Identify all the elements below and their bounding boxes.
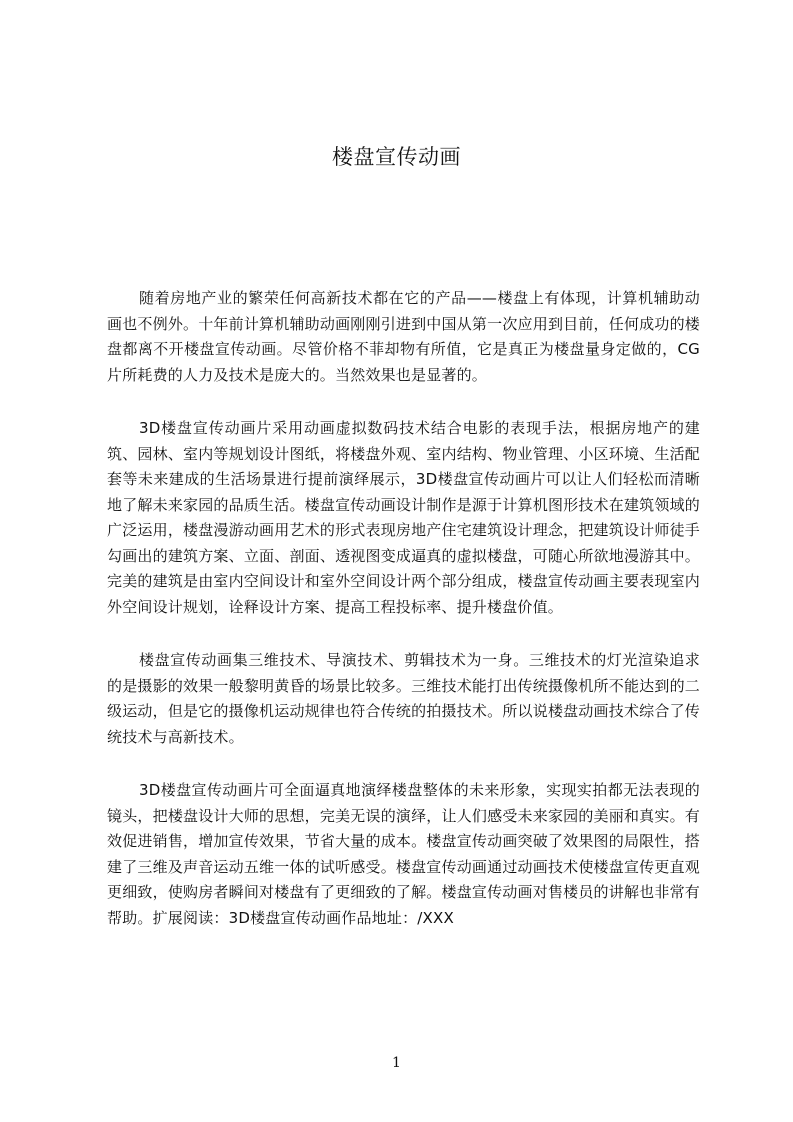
page-title: 楼盘宣传动画 (332, 145, 461, 169)
paragraph-2: 3D楼盘宣传动画片采用动画虚拟数码技术结合电影的表现手法，根据房地产的建筑、园林、室内等规划设计图纸，将楼盘外观、室内结构、物业管理、小区环境、生活配套等未来建成的生活场景进行提前演绎展示，3D楼盘宣传动画片可以让人们轻松而清晰地了解未来家园的品质生活。楼盘宣传动画设计制作是源于计算机图形技术在建筑领域的广泛运用，楼盘漫游动画用艺术的形式表现房地产住宅建筑设计理念，把建筑设计师徒手勾画出的建筑方案、立面、剖面、透视图变成逼真的虚拟楼盘，可随心所欲地漫游其中。完美的建筑是由室内空间设计和室外空间设计两个部分组成，楼盘宣传动画主要表现室内外空间设计规划，诠释设计方案、提高工程投标率、提升楼盘价值。 (107, 419, 700, 616)
document-body (107, 286, 700, 959)
paragraph-4: 3D楼盘宣传动画片可全面逼真地演绎楼盘整体的未来形象，实现实拍都无法表现的镜头，把楼盘设计大师的思想，完美无误的演绎，让人们感受未来家园的美丽和真实。有效促进销售，增加宣传效果，节省大量的成本。楼盘宣传动画突破了效果图的局限性，搭建了三维及声音运动五维一体的试听感受。楼盘宣传动画通过动画技术使楼盘宣传更直观更细致，使购房者瞬间对楼盘有了更细致的了解。楼盘宣传动画对售楼员的讲解也非常有帮助。扩展阅读：3D楼盘宣传动画作品地址：/XXX (107, 781, 700, 927)
paragraph-1: 随着房地产业的繁荣任何高新技术都在它的产品——楼盘上有体现，计算机辅助动画也不例外。十年前计算机辅助动画刚刚引进到中国从第一次应用到目前，任何成功的楼盘都离不开楼盘宣传动画。尽管价格不菲却物有所值，它是真正为楼盘量身定做的，CG片所耗费的人力及技术是庞大的。当然效果也是显著的。 (107, 289, 700, 384)
paragraph-3: 楼盘宣传动画集三维技术、导演技术、剪辑技术为一身。三维技术的灯光渲染追求的是摄影的效果一般黎明黄昏的场景比较多。三维技术能打出传统摄像机所不能达到的二级运动，但是它的摄像机运动规律也符合传统的拍摄技术。所以说楼盘动画技术综合了传统技术与高新技术。 (107, 651, 700, 746)
page-number: 1 (392, 1055, 401, 1071)
